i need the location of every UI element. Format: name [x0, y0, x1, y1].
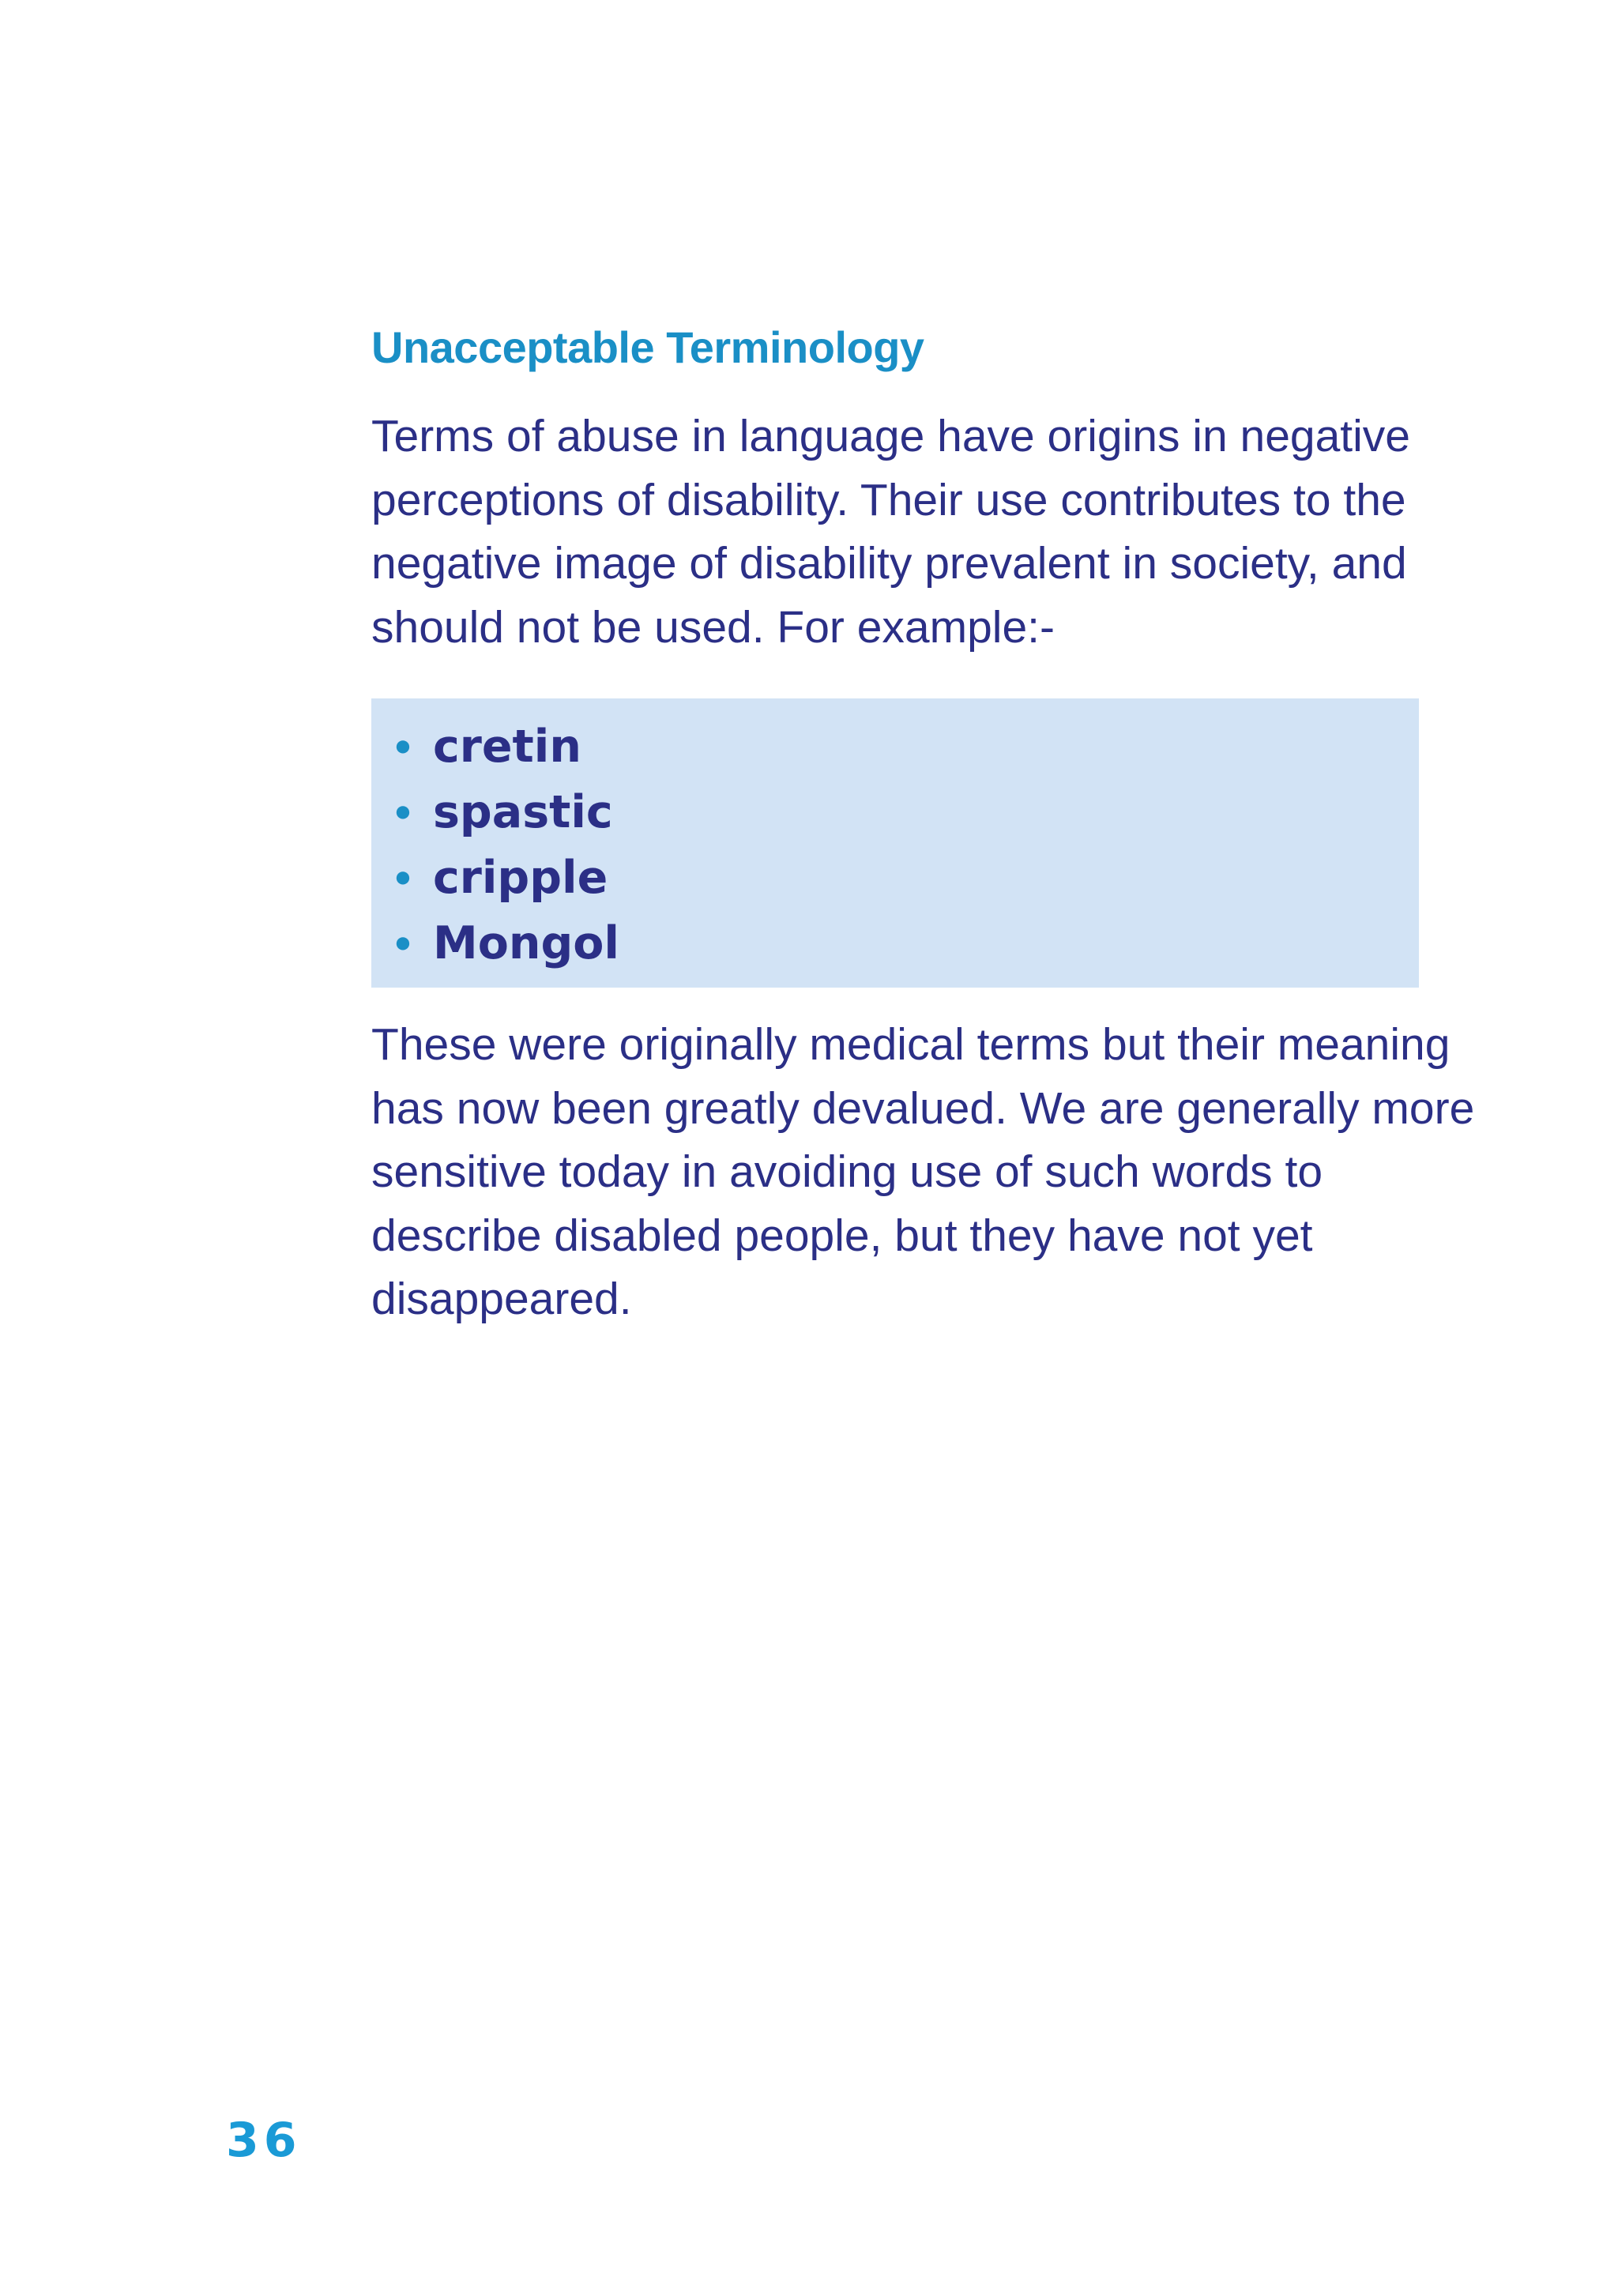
- outro-paragraph: These were originally medical terms but their meaning has now been greatly devalued. We are generally more sensitive today in avoiding use of such words to describe disabled people, but they have not yet disappeared.: [371, 1019, 1475, 1324]
- bullet-icon: •: [395, 787, 411, 837]
- terms-list: [395, 714, 1419, 977]
- bullet-icon: •: [395, 918, 411, 969]
- list-item: [395, 714, 1419, 780]
- term-text: cretin: [433, 721, 581, 773]
- list-item: [395, 780, 1419, 845]
- list-item: [395, 845, 1419, 911]
- page-number: 36: [226, 2113, 302, 2168]
- term-text: spastic: [433, 786, 613, 838]
- terms-highlight-box: [371, 698, 1419, 988]
- bullet-icon: •: [395, 853, 411, 903]
- intro-paragraph: Terms of abuse in language have origins in negative perceptions of disability. Their use contributes to the negative image of disability prevalent in society, and should not be used. For example:-: [371, 411, 1411, 653]
- list-item: [395, 911, 1419, 977]
- bullet-icon: •: [395, 721, 411, 772]
- section-heading: Unacceptable Terminology: [371, 322, 924, 372]
- term-text: cripple: [433, 852, 608, 904]
- page-content: [371, 322, 1493, 1331]
- term-text: Mongol: [433, 917, 619, 969]
